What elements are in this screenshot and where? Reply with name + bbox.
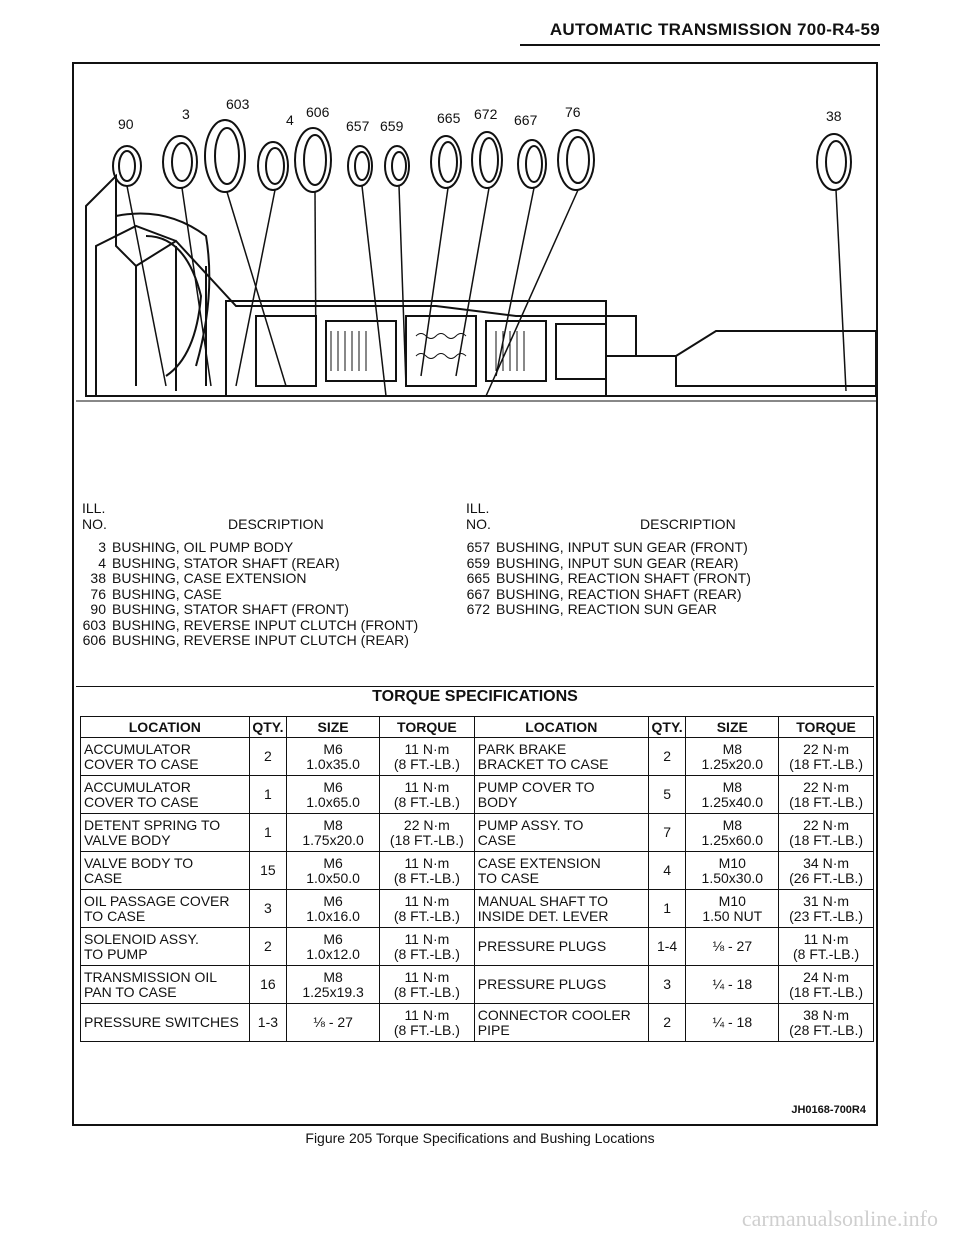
col-header: TORQUE [779, 717, 874, 738]
leader-659 [399, 186, 406, 386]
table-cell: 22 N·m (18 FT.-LB.) [779, 738, 874, 776]
bushing-38-ring [817, 134, 851, 190]
table-cell: CASE EXTENSION TO CASE [474, 852, 648, 890]
table-cell: 11 N·m (8 FT.-LB.) [379, 1004, 474, 1042]
callout-672: 672 [474, 106, 498, 122]
table-cell: 2 [648, 1004, 686, 1042]
torque-top-rule [76, 686, 874, 687]
table-cell: M6 1.0x16.0 [287, 890, 380, 928]
transmission-case-outline [86, 176, 876, 396]
bushing-90-ring [113, 146, 141, 186]
bushing-4-ring [258, 142, 288, 190]
table-cell: MANUAL SHAFT TO INSIDE DET. LEVER [474, 890, 648, 928]
legend-item: 90 BUSHING, STATOR SHAFT (FRONT) [90, 601, 349, 617]
legend-item: 76 BUSHING, CASE [90, 585, 222, 602]
table-cell: 16 [249, 966, 287, 1004]
transmission-diagram [76, 66, 876, 486]
bushing-672-ring [472, 132, 502, 188]
table-cell: M10 1.50 NUT [686, 890, 779, 928]
table-row [81, 890, 874, 928]
torque-header-row [81, 717, 874, 738]
table-cell: 2 [648, 738, 686, 776]
table-cell: 22 N·m (18 FT.-LB.) [779, 814, 874, 852]
bushing-603-ring [205, 120, 245, 192]
table-row [81, 738, 874, 776]
legend-item: 603 BUSHING, REVERSE INPUT CLUTCH (FRONT) [82, 616, 419, 633]
table-cell: 22 N·m (18 FT.-LB.) [379, 814, 474, 852]
table-cell: PRESSURE PLUGS [474, 966, 648, 1004]
table-cell: 31 N·m (23 FT.-LB.) [779, 890, 874, 928]
legend-item: 606 BUSHING, REVERSE INPUT CLUTCH (REAR) [82, 632, 409, 648]
table-cell: SOLENOID ASSY. TO PUMP [81, 928, 250, 966]
bushing-665-ring [431, 136, 461, 188]
callout-4: 4 [286, 112, 294, 128]
table-cell: 11 N·m (8 FT.-LB.) [379, 890, 474, 928]
table-cell: PRESSURE PLUGS [474, 928, 648, 966]
figure-caption: Figure 205 Torque Specifications and Bushing Locations [305, 1130, 655, 1146]
table-cell: 2 [249, 928, 287, 966]
legend-right-desc-head: DESCRIPTION [640, 516, 736, 532]
table-cell: 7 [648, 814, 686, 852]
bushing-76-ring [558, 130, 594, 190]
col-header: SIZE [686, 717, 779, 738]
callout-3: 3 [182, 106, 190, 122]
page-header: AUTOMATIC TRANSMISSION 700-R4-59 [549, 20, 880, 39]
figure-code: JH0168-700R4 [791, 1104, 866, 1116]
table-cell: 11 N·m (8 FT.-LB.) [779, 928, 874, 966]
legend-item: 4 BUSHING, STATOR SHAFT (REAR) [98, 554, 340, 571]
header-rule [520, 44, 880, 46]
table-cell: 38 N·m (28 FT.-LB.) [779, 1004, 874, 1042]
col-header: QTY. [648, 717, 686, 738]
table-cell: ¼ - 18 [686, 966, 779, 1004]
table-cell: M6 1.0x65.0 [287, 776, 380, 814]
table-cell: VALVE BODY TO CASE [81, 852, 250, 890]
table-cell: ⅛ - 27 [686, 928, 779, 966]
table-cell: 1 [249, 814, 287, 852]
torque-table [80, 716, 874, 1042]
col-header: LOCATION [81, 717, 250, 738]
legend-item: 3 BUSHING, OIL PUMP BODY [98, 539, 294, 555]
table-row [81, 852, 874, 890]
callout-657: 657 [346, 118, 370, 134]
table-cell: 11 N·m (8 FT.-LB.) [379, 738, 474, 776]
callout-76: 76 [565, 104, 581, 120]
callout-90: 90 [118, 116, 134, 132]
table-cell: M10 1.50x30.0 [686, 852, 779, 890]
table-cell: 1 [249, 776, 287, 814]
table-cell: OIL PASSAGE COVER TO CASE [81, 890, 250, 928]
table-cell: 11 N·m (8 FT.-LB.) [379, 966, 474, 1004]
legend-left-list [68, 540, 418, 649]
table-cell: M8 1.75x20.0 [287, 814, 380, 852]
table-cell: ACCUMULATOR COVER TO CASE [81, 738, 250, 776]
legend-left-head: ILL. NO. [82, 500, 107, 532]
table-cell: M8 1.25x60.0 [686, 814, 779, 852]
callout-667: 667 [514, 112, 538, 128]
table-cell: 11 N·m (8 FT.-LB.) [379, 776, 474, 814]
table-cell: PUMP COVER TO BODY [474, 776, 648, 814]
table-cell: 11 N·m (8 FT.-LB.) [379, 928, 474, 966]
col-header: QTY. [249, 717, 287, 738]
table-cell: 4 [648, 852, 686, 890]
leader-76 [486, 190, 578, 396]
table-cell: 22 N·m (18 FT.-LB.) [779, 776, 874, 814]
table-row [81, 928, 874, 966]
table-cell: 3 [648, 966, 686, 1004]
table-cell: ACCUMULATOR COVER TO CASE [81, 776, 250, 814]
leader-665 [421, 188, 448, 376]
table-cell: M6 1.0x12.0 [287, 928, 380, 966]
callout-606: 606 [306, 104, 330, 120]
table-cell: 1-3 [249, 1004, 287, 1042]
legend-right-head: ILL. NO. [466, 500, 491, 532]
figure-frame [72, 62, 878, 1126]
table-cell: DETENT SPRING TO VALVE BODY [81, 814, 250, 852]
table-cell: 24 N·m (18 FT.-LB.) [779, 966, 874, 1004]
col-header: SIZE [287, 717, 380, 738]
callout-603: 603 [226, 96, 250, 112]
table-row [81, 966, 874, 1004]
legend-right-list [452, 540, 751, 618]
bushing-606-ring [295, 128, 331, 192]
table-cell: PARK BRAKE BRACKET TO CASE [474, 738, 648, 776]
torque-title: TORQUE SPECIFICATIONS [372, 688, 578, 705]
callout-665: 665 [437, 110, 461, 126]
table-cell: PRESSURE SWITCHES [81, 1004, 250, 1042]
table-cell: M6 1.0x50.0 [287, 852, 380, 890]
table-cell: TRANSMISSION OIL PAN TO CASE [81, 966, 250, 1004]
legend-item: 667 BUSHING, REACTION SHAFT (REAR) [466, 585, 742, 602]
table-row [81, 1004, 874, 1042]
legend-item: 657 BUSHING, INPUT SUN GEAR (FRONT) [466, 539, 748, 555]
table-cell: 1-4 [648, 928, 686, 966]
table-cell: CONNECTOR COOLER PIPE [474, 1004, 648, 1042]
bushing-667-ring [518, 140, 546, 188]
bushing-659-ring [385, 146, 409, 186]
table-cell: M8 1.25x19.3 [287, 966, 380, 1004]
table-cell: M8 1.25x40.0 [686, 776, 779, 814]
watermark: carmanualsonline.info [741, 1206, 938, 1231]
table-cell: M6 1.0x35.0 [287, 738, 380, 776]
legend-item: 672 BUSHING, REACTION SUN GEAR [466, 601, 717, 617]
col-header: TORQUE [379, 717, 474, 738]
table-row [81, 814, 874, 852]
table-row [81, 776, 874, 814]
legend-item: 659 BUSHING, INPUT SUN GEAR (REAR) [466, 554, 739, 571]
table-cell: PUMP ASSY. TO CASE [474, 814, 648, 852]
legend-left-desc-head: DESCRIPTION [228, 516, 324, 532]
table-cell: M8 1.25x20.0 [686, 738, 779, 776]
table-cell: 2 [249, 738, 287, 776]
leader-38 [836, 190, 846, 391]
leader-667 [496, 188, 534, 376]
table-cell: 1 [648, 890, 686, 928]
table-cell: 34 N·m (26 FT.-LB.) [779, 852, 874, 890]
callout-38: 38 [826, 108, 842, 124]
bushing-3-ring [163, 136, 197, 188]
table-cell: ⅛ - 27 [287, 1004, 380, 1042]
bushing-657-ring [348, 146, 372, 186]
leader-606 [315, 192, 316, 366]
col-header: LOCATION [474, 717, 648, 738]
table-cell: 3 [249, 890, 287, 928]
table-cell: 11 N·m (8 FT.-LB.) [379, 852, 474, 890]
callout-659: 659 [380, 118, 404, 134]
legend-item: 665 BUSHING, REACTION SHAFT (FRONT) [466, 570, 751, 586]
table-cell: 15 [249, 852, 287, 890]
leader-672 [456, 188, 489, 376]
table-cell: 5 [648, 776, 686, 814]
table-cell: ¼ - 18 [686, 1004, 779, 1042]
legend-item: 38 BUSHING, CASE EXTENSION [90, 570, 307, 586]
